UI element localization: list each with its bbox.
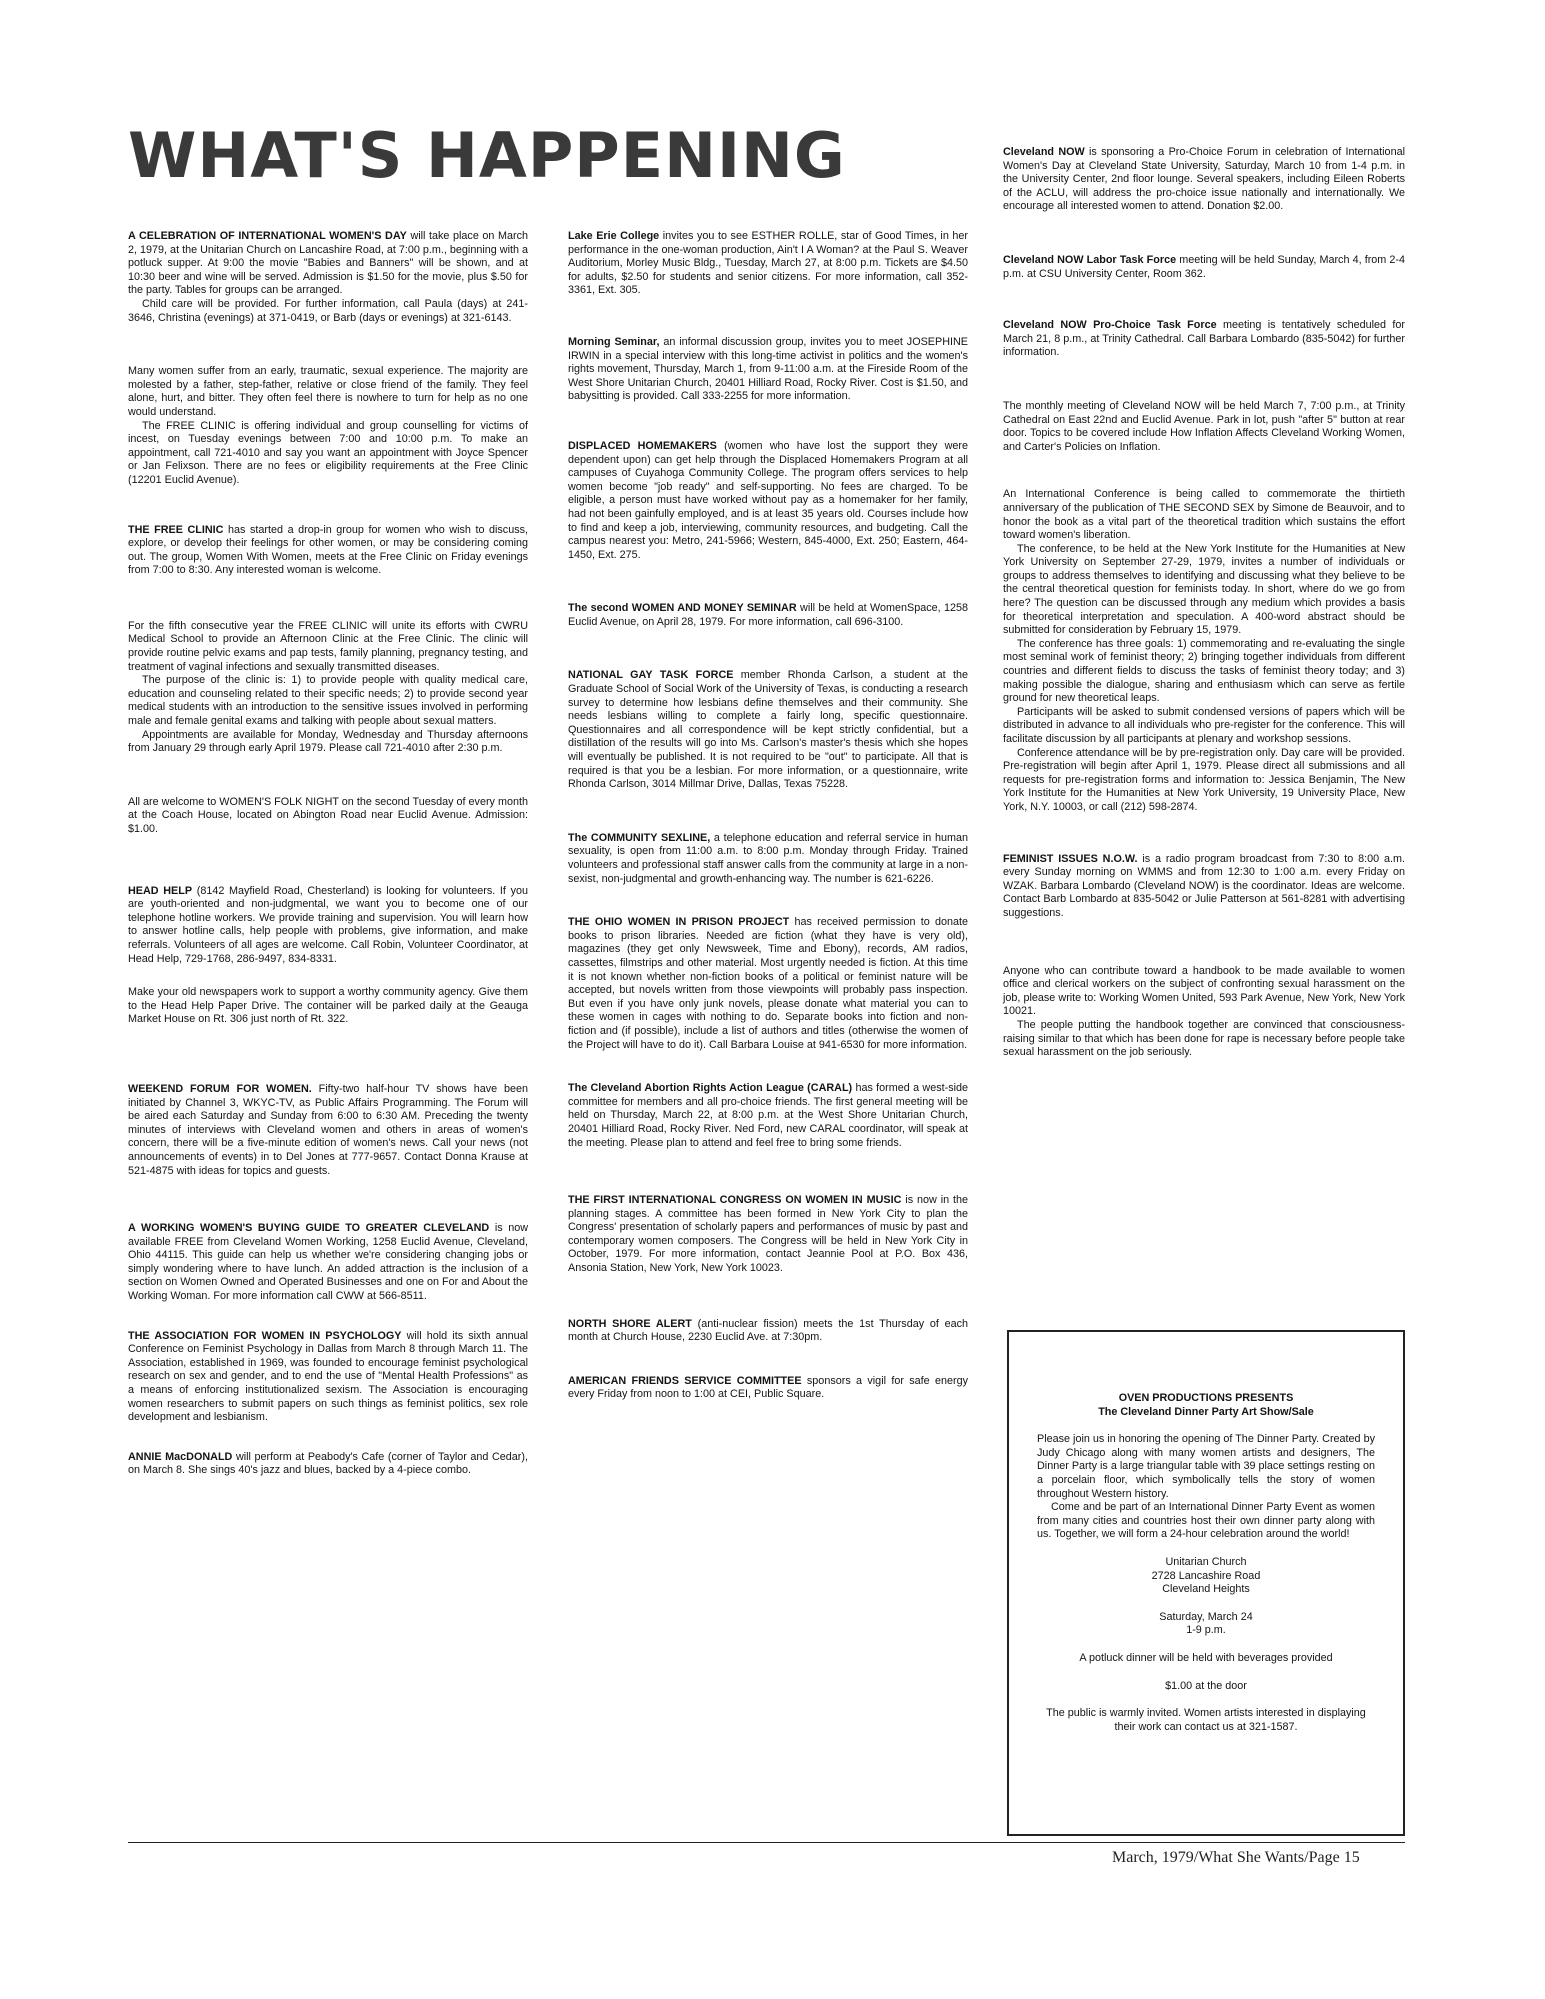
news-item [128, 796, 528, 837]
news-item [568, 1194, 968, 1276]
item-lead: A WORKING WOMEN'S BUYING GUIDE TO GREATER CLEVELAND [128, 1222, 490, 1235]
item-paragraph: Conference attendance will be by pre-registration only. Day care will be provided. Pre-registration will begin after April 1, 1979. Please direct all submissions and all requests for pre-registration forms and information to: Jessica Benjamin, The New York Institute for the Humanities at New York University, 19 University Place, New York, N.Y. 10003, or call (212) 598-2874. [1003, 746, 1405, 813]
item-text: is now available FREE from Cleveland Women Working, 1258 Euclid Avenue, Cleveland, Ohio 44115. This guide can help us whether we're considering changing jobs or simply wondering where to have lunch. An added attraction is the inclusion of a section on Women Owned and Operated Businesses and one on For and About the Working Woman. For more information call CWW at 566-8511. [128, 1222, 529, 1303]
news-item [128, 986, 528, 1027]
item-text: All are welcome to WOMEN'S FOLK NIGHT on the second Tuesday of every month at the Coach House, located on Abington Road near Euclid Avenue. Admission: $1.00. [128, 795, 528, 835]
news-item [128, 620, 528, 756]
item-text: a telephone education and referral service in human sexuality, is open from 11:00 a.m. to 8:00 p.m. Monday through Friday. Trained volunteers and professional staff answer calls from the community at large in a non-sexist, non-judgmental and growth-enhancing way. The number is 621-6226. [568, 831, 968, 885]
news-item [1003, 146, 1405, 214]
venue-street: 2728 Lancashire Road [1151, 1569, 1261, 1582]
oven-productions-box [1007, 1330, 1405, 1836]
news-item [128, 885, 528, 967]
news-item [128, 365, 528, 487]
item-text: For the fifth consecutive year the FREE CLINIC will unite its efforts with CWRU Medical School to provide an Afternoon Clinic at the Free Clinic. The clinic will provide routine pelvic exams and pap tests, family planning, pregnancy testing, and treatment of vaginal infections and sexually transmitted diseases. [128, 619, 528, 673]
venue-city: Cleveland Heights [1162, 1583, 1250, 1596]
item-paragraph: The purpose of the clinic is: 1) to provide people with quality medical care, education and counseling related to their specific needs; 2) to provide second year medical students with an introduction to the sensitive issues involved in performing male and female genital exams and talking with people about sexual matters. [128, 674, 528, 728]
item-text: meeting will be held Sunday, March 4, from 2-4 p.m. at CSU University Center, Room 362. [1003, 253, 1406, 280]
item-lead: Cleveland NOW [1003, 146, 1085, 158]
item-lead: Lake Erie College [568, 230, 660, 242]
item-text: an informal discussion group, invites you to meet JOSEPHINE IRWIN in a special interview with this long-time activist in politics and the women's rights movement, Thursday, March 1, from 9-11:00 a.m. at the Fireside Room of the West Shore Unitarian Church, 20401 Hilliard Road, Rocky River. Cost is $1.50, and babysitting is provided. Call 333-2255 for more information. [568, 335, 968, 403]
news-item [128, 1451, 528, 1478]
column-middle [568, 230, 968, 1402]
news-item [568, 832, 968, 886]
news-item [128, 524, 528, 578]
item-text: member Rhonda Carlson, a student at the Graduate School of Social Work of the University of Texas, is conducting a research survey to determine how lesbians define themselves and their community. She needs lesbians willing to complete a fairly long, specific questionnaire. Questionnaires and all correspondence will be kept strictly confidential, but a distillation of the results will go into Ms. Carlson's master's thesis which she hopes will eventually be published. It is not required to be "out" to participate. All that is required is that you be a lesbian. For more information, or a questionnaire, write Rhonda Carlson, 3014 Millmar Drive, Dallas, Texas 75228. [568, 669, 968, 791]
page-title: WHAT'S HAPPENING [128, 119, 846, 192]
item-lead: NATIONAL GAY TASK FORCE [568, 669, 734, 682]
item-text: invites you to see ESTHER ROLLE, star of Good Times, in her performance in the one-woman production, Ain't I A Woman? at the Paul S. Weaver Auditorium, Morley Music Bldg., Tuesday, March 27, at 8:00 p.m. Tickets are $4.50 for adults, $2.50 for students and senior citizens. For more information, call 352-3361, Ext. 305. [568, 230, 969, 297]
column-right [1003, 146, 1405, 1060]
item-lead: ANNIE MacDONALD [128, 1450, 233, 1463]
item-text: will hold its sixth annual Conference on Feminist Psychology in Dallas from March 8 through March 11. The Association, established in 1969, was founded to encourage feminist psychological research on sex and gender, and to end the use of "Mental Health Professions" as a means of enforcing institutionalized sexism. The Association is encouraging women researchers to submit papers on such things as feminist politics, sex role development and lesbianism. [128, 1329, 529, 1424]
item-lead: DISPLACED HOMEMAKERS [568, 439, 717, 452]
news-item [568, 602, 968, 629]
item-text: meeting is tentatively scheduled for March 21, 8 p.m., at Trinity Cathedral. Call Barbara Lombardo (835-5042) for further information. [1003, 319, 1405, 359]
item-text: (8142 Mayfield Road, Chesterland) is looking for volunteers. If you are youth-oriented and non-judgmental, we want you to become one of our telephone hotline workers. We provide training and supervision. You will learn how to answer hotline calls, help people with problems, give information, and make referrals. Volunteers of all ages are welcome. Call Robin, Volunteer Coordinator, at Head Help, 729-1768, 286-9497, 834-8331. [128, 884, 529, 965]
item-text: The monthly meeting of Cleveland NOW will be held March 7, 7:00 p.m., at Trinity Cathedral on East 22nd and Euclid Avenue. Park in lot, push "after 5" button at rear door. Topics to be covered include How Inflation Affects Cleveland Working Women, and Carter's Policies on Inflation. [1003, 399, 1405, 453]
item-lead: THE OHIO WOMEN IN PRISON PROJECT [568, 916, 790, 929]
potluck-note: A potluck dinner will be held with beverages provided [1079, 1651, 1333, 1664]
box-title: OVEN PRODUCTIONS PRESENTS [1118, 1392, 1294, 1404]
news-item [128, 1330, 528, 1425]
item-paragraph: Appointments are available for Monday, Wednesday and Thursday afternoons from January 29 through early April 1979. Please call 721-4010 after 2:30 p.m. [128, 728, 528, 755]
item-text: will be held at WomenSpace, 1258 Euclid Avenue, on April 28, 1979. For more information, call 696-3100. [568, 602, 968, 628]
item-lead: THE ASSOCIATION FOR WOMEN IN PSYCHOLOGY [128, 1329, 402, 1342]
news-item [128, 1222, 528, 1304]
news-item [1003, 965, 1405, 1060]
item-text: Make your old newspapers work to support a worthy community agency. Give them to the Head Help Paper Drive. The container will be parked daily at the Geauga Market House on Rt. 306 just north of Rt. 322. [128, 986, 528, 1026]
item-text: has formed a west-side committee for members and all pro-choice friends. The first general meeting will be held on Thursday, March 22, at 8:00 p.m. at the West Shore Unitarian Church, 20401 Hilliard Road, Rocky River. Ned Ford, new CARAL coordinator, will speak at the meeting. Please plan to attend and feel free to bring some friends. [568, 1082, 968, 1149]
footer-rule [128, 1842, 1405, 1843]
item-text: is a radio program broadcast from 7:30 to 8:00 a.m. every Sunday morning on WMMS and from 12:30 to 1:00 a.m. every Friday on WZAK. Barbara Lombardo (Cleveland NOW) is the coordinator. Ideas are welcome. Contact Barb Lombardo at 835-5042 or Julie Patterson at 561-8281 with advertising suggestions. [1003, 852, 1405, 919]
venue-name: Unitarian Church [1165, 1555, 1247, 1568]
item-lead: The second WOMEN AND MONEY SEMINAR [568, 602, 797, 615]
news-item [568, 440, 968, 562]
news-item [568, 230, 968, 298]
page-footer: March, 1979/What She Wants/Page 15 [1112, 1849, 1360, 1866]
news-item [568, 336, 968, 404]
item-lead: Cleveland NOW Pro-Choice Task Force [1003, 319, 1217, 332]
column-left [128, 230, 528, 1478]
item-text: (anti-nuclear fission) meets the 1st Thursday of each month at Church House, 2230 Euclid Ave. at 7:30pm. [568, 1317, 969, 1344]
item-text: will take place on March 2, 1979, at the Unitarian Church on Lancashire Road, at 7:00 p.m., beginning with a potluck supper. At 9:00 the movie "Babies and Banners" will be shown, and at 10:30 beer and wine will be served. Admission is $1.50 for the movie, plus $.50 for the party. Tables for groups can be arranged. [128, 230, 529, 297]
admission-price: $1.00 at the door [1165, 1679, 1247, 1692]
item-paragraph: Child care will be provided. For further information, call Paula (days) at 241-3646, Christina (evenings) at 371-0419, or Barb (days or evenings) at 321-6143. [128, 297, 528, 324]
item-text: An International Conference is being called to commemorate the thirtieth anniversary of the publication of THE SECOND SEX by Simone de Beauvoir, and to honor the book as a vital part of the theoretical tradition which sustains the effort toward women's liberation. [1003, 488, 1405, 542]
closing-note: The public is warmly invited. Women artists interested in displaying their work can contact us at 321-1587. [1046, 1707, 1366, 1733]
box-paragraph: Please join us in honoring the opening of The Dinner Party. Created by Judy Chicago along with many women artists and designers, The Dinner Party is a large triangular table with 39 place settings resting on a porcelain floor, which symbolically tells the story of women throughout Western history. [1037, 1433, 1375, 1500]
item-text: will perform at Peabody's Cafe (corner of Taylor and Cedar), on March 8. She sings 40's jazz and blues, backed by a 4-piece combo. [128, 1450, 528, 1477]
item-lead: THE FIRST INTERNATIONAL CONGRESS ON WOMEN IN MUSIC [568, 1194, 902, 1207]
news-item [1003, 254, 1405, 281]
item-text: (women who have lost the support they were dependent upon) can get help through the Displaced Homemakers Program at all campuses of Cuyahoga Community College. The program offers services to help women become "job ready" and self-supporting. No fees are charged. To be eligible, a person must have worked without pay as a homemaker for her family, had not been gainfully employed, and is at least 35 years old. Courses include how to find and keep a job, interviewing, community resources, and budgeting. Call the campus nearest you: Metro, 241-5966; Western, 845-4000, Ext. 250; Eastern, 464-1450, Ext. 275. [568, 439, 968, 561]
item-lead: The Cleveland Abortion Rights Action League (CARAL) [568, 1082, 853, 1095]
news-item [128, 1083, 528, 1178]
item-lead: AMERICAN FRIENDS SERVICE COMMITTEE [568, 1374, 802, 1387]
item-lead: The COMMUNITY SEXLINE, [568, 831, 711, 844]
item-paragraph: Participants will be asked to submit condensed versions of papers which will be distributed in advance to all individuals who pre-register for the conference. This will facilitate discussion by all participants at plenary and workshop sessions. [1003, 705, 1405, 745]
item-text: is sponsoring a Pro-Choice Forum in celebration of International Women's Day at Cleveland State University, Saturday, March 10 from 1-4 p.m. in the University Center, 2nd floor lounge. Several speakers, including Eileen Roberts of the ACLU, will address the pro-choice issue nationally and internationally. We encourage all interested women to attend. Donation $2.00. [1003, 146, 1405, 213]
item-lead: Morning Seminar, [568, 335, 660, 348]
item-lead: HEAD HELP [128, 884, 193, 897]
news-item [1003, 319, 1405, 360]
news-item [568, 1375, 968, 1402]
item-lead: A CELEBRATION OF INTERNATIONAL WOMEN'S DAY [128, 230, 407, 242]
item-paragraph: The conference, to be held at the New York Institute for the Humanities at New York University on September 27-29, 1979, invites a number of individuals or groups to address themselves to identifying and discussing what they believe to be the central theoretical question for feminists today. In short, where do we go from here? The question can be discussed through any medium which provides a basis for theoretical interpretation and speculation. A 400-word abstract should be submitted for consideration by February 15, 1979. [1003, 542, 1405, 637]
item-lead: THE FREE CLINIC [128, 523, 224, 536]
item-paragraph: The FREE CLINIC is offering individual and group counselling for victims of incest, on Tuesday evenings between 7:00 and 10:00 p.m. To make an appointment, call 721-4010 and say you want an appointment with Joyce Spencer or Jan Felixson. There are no fees or eligibility requirements at the Free Clinic (12201 Euclid Avenue). [128, 419, 528, 486]
news-item [1003, 400, 1405, 454]
event-date: Saturday, March 24 [1159, 1610, 1253, 1623]
item-text: Fifty-two half-hour TV shows have been initiated by Channel 3, WKYC-TV, as Public Affairs Programming. The Forum will be aired each Saturday and Sunday from 6:00 to 6:30 AM. Preceding the twenty minutes of interviews with Cleveland women and others in areas of women's concern, there will be a five-minute edition of women's news. Call your news (not announcements of events) in to Del Jones at 777-9657. Contact Donna Krause at 521-4875 with ideas for topics and guests. [128, 1082, 529, 1177]
item-paragraph: The conference has three goals: 1) commemorating and re-evaluating the single most seminal work of feminist theory; 2) bringing together individuals from different countries and different fields to discuss the tasks of feminist theory today; and 3) making possible the dialogue, sharing and enthusiasm which can serve as fertile ground for new theoretical leaps. [1003, 637, 1405, 705]
item-lead: NORTH SHORE ALERT [568, 1317, 692, 1330]
item-text: has started a drop-in group for women who wish to discuss, explore, or develop their feelings for other women, or may be considering coming out. The group, Women With Women, meets at the Free Clinic on Friday evenings from 7:00 to 8:30. Any interested woman is welcome. [128, 523, 529, 577]
item-text: is now in the planning stages. A committee has been formed in New York City to plan the Congress' presentation of scholarly papers and performances of music by past and contemporary women composers. The Congress will be held in New York City in October, 1979. For more information, contact Jeannie Pool at P.O. Box 436, Ansonia Station, New York, New York 10023. [568, 1194, 969, 1275]
news-item [568, 1082, 968, 1150]
item-lead: FEMINIST ISSUES N.O.W. [1003, 852, 1138, 865]
news-item [568, 1318, 968, 1345]
box-subtitle: The Cleveland Dinner Party Art Show/Sale [1098, 1405, 1314, 1418]
box-paragraph: Come and be part of an International Dinner Party Event as women from many cities and countries host their own dinner party along with us. Together, we will form a 24-hour celebration around the world! [1037, 1501, 1375, 1541]
news-item [128, 230, 528, 325]
news-item [568, 916, 968, 1052]
event-time: 1-9 p.m. [1186, 1624, 1226, 1637]
item-text: Anyone who can contribute toward a handbook to be made available to women office and clerical workers on the subject of confronting sexual harassment on the job, please write to: Working Women United, 593 Park Avenue, New York, New York 10021. [1003, 964, 1405, 1018]
item-paragraph: The people putting the handbook together are convinced that consciousness-raising similar to that which has been done for rape is necessary before people take sexual harassment on the job seriously. [1003, 1018, 1405, 1059]
news-item [1003, 488, 1405, 814]
item-lead: Cleveland NOW Labor Task Force [1003, 253, 1177, 266]
item-text: has received permission to donate books to prison libraries. Needed are fiction (what they have is very old), magazines (they get only Newsweek, Time and Ebony), records, AM radios, cassettes, filmstrips and other material. Most urgently needed is fiction. At this time it is not known whether non-fiction books of a political or feminist nature will be accepted, but novels written from those viewpoints will probably pass inspection. But even if you have only junk novels, please donate what material you can to these women in cages with nothing to do. Separate books into fiction and non-fiction and (if possible), include a list of authors and titles (otherwise the women of the Project will have to do it). Call Barbara Louise at 941-6530 for more information. [568, 916, 968, 1051]
news-item [568, 669, 968, 791]
item-text: sponsors a vigil for safe energy every Friday from noon to 1:00 at CEI, Public Square. [568, 1374, 969, 1401]
item-text: Many women suffer from an early, traumatic, sexual experience. The majority are molested by a father, step-father, relative or close friend of the family. They feel alone, hurt, and bitter. They often feel there is nowhere to turn for help as no one would understand. [128, 365, 528, 418]
news-item [1003, 853, 1405, 921]
item-lead: WEEKEND FORUM FOR WOMEN. [128, 1082, 312, 1095]
box-body [1037, 1433, 1375, 1542]
